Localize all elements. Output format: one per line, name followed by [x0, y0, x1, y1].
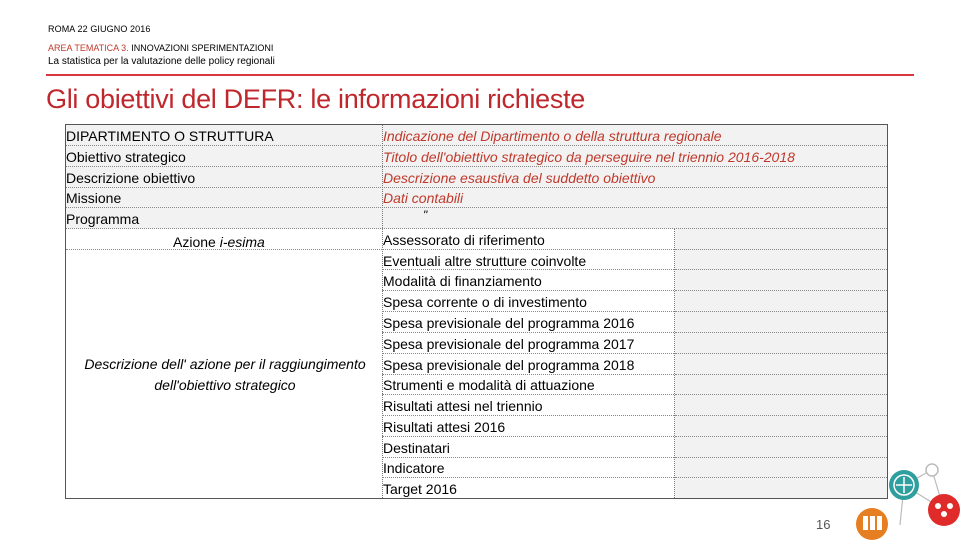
- table-cell: [675, 458, 887, 478]
- row-value-missione: Dati contabili: [383, 190, 464, 206]
- azione-description-line1: Descrizione dell' azione per il raggiungimento: [84, 356, 366, 372]
- azione-description-line2: dell'obiettivo strategico: [154, 377, 296, 393]
- slide-title: Gli obiettivi del DEFR: le informazioni richieste: [46, 84, 585, 114]
- azione-label-text: Azione: [173, 234, 216, 250]
- row-label-descrizione: Descrizione obiettivo: [66, 170, 196, 186]
- row-label-obiettivo: Obiettivo strategico: [66, 149, 186, 165]
- table-cell: [675, 270, 887, 291]
- action-field: Risultati attesi 2016: [383, 419, 506, 435]
- table-cell: [675, 291, 887, 312]
- table-row: [66, 208, 887, 229]
- action-field: Indicatore: [383, 460, 445, 476]
- table-cell: [675, 229, 887, 250]
- action-field: Eventuali altre strutture coinvolte: [383, 253, 587, 269]
- action-field: Strumenti e modalità di attuazione: [383, 377, 595, 393]
- books-icon: [852, 506, 892, 540]
- row-label-programma: Programma: [66, 211, 140, 227]
- row-value-obiettivo: Titolo dell'obiettivo strategico da perseguire nel triennio 2016-2018: [383, 149, 795, 165]
- table-cell: [675, 333, 887, 354]
- table-cell: [675, 375, 887, 395]
- action-field: Assessorato di riferimento: [383, 232, 545, 248]
- action-field: Spesa previsionale del programma 2016: [383, 315, 635, 331]
- header-subtitle: La statistica per la valutazione delle policy regionali: [48, 56, 275, 67]
- row-value-descrizione: Descrizione esaustiva del suddetto obiettivo: [383, 170, 656, 186]
- row-label-missione: Missione: [66, 190, 122, 206]
- header-date: ROMA 22 GIUGNO 2016: [48, 24, 151, 34]
- row-value-dipartimento: Indicazione del Dipartimento o della struttura regionale: [383, 128, 722, 144]
- header-area: [48, 43, 273, 53]
- table-cell: [675, 478, 887, 498]
- action-field: Target 2016: [383, 481, 457, 497]
- table-cell: [675, 416, 887, 437]
- header-area-prefix: AREA TEMATICA 3.: [48, 43, 129, 53]
- action-field: Risultati attesi nel triennio: [383, 398, 543, 414]
- action-field: Spesa previsionale del programma 2018: [383, 357, 635, 373]
- table-cell: [675, 437, 887, 458]
- network-decoration-icon: [880, 460, 960, 540]
- table-cell: [675, 250, 887, 270]
- table-row: [66, 188, 887, 208]
- azione-label-italic: i-esima: [219, 234, 265, 250]
- info-table: [65, 124, 888, 499]
- action-field: Modalità di finanziamento: [383, 273, 542, 289]
- azione-label: [173, 235, 265, 249]
- page-number: 16: [816, 517, 831, 532]
- azione-description: [66, 354, 384, 396]
- row-label-dipartimento: DIPARTIMENTO O STRUTTURA: [66, 128, 274, 144]
- row-value-programma: ": [423, 208, 428, 222]
- action-field: Spesa corrente o di investimento: [383, 294, 587, 310]
- action-field: Spesa previsionale del programma 2017: [383, 336, 635, 352]
- table-cell: [675, 312, 887, 333]
- action-field: Destinatari: [383, 440, 450, 456]
- table-cell: [675, 354, 887, 375]
- header-divider: [46, 74, 914, 76]
- table-cell: [675, 395, 887, 416]
- header-area-rest: INNOVAZIONI SPERIMENTAZIONI: [128, 43, 274, 53]
